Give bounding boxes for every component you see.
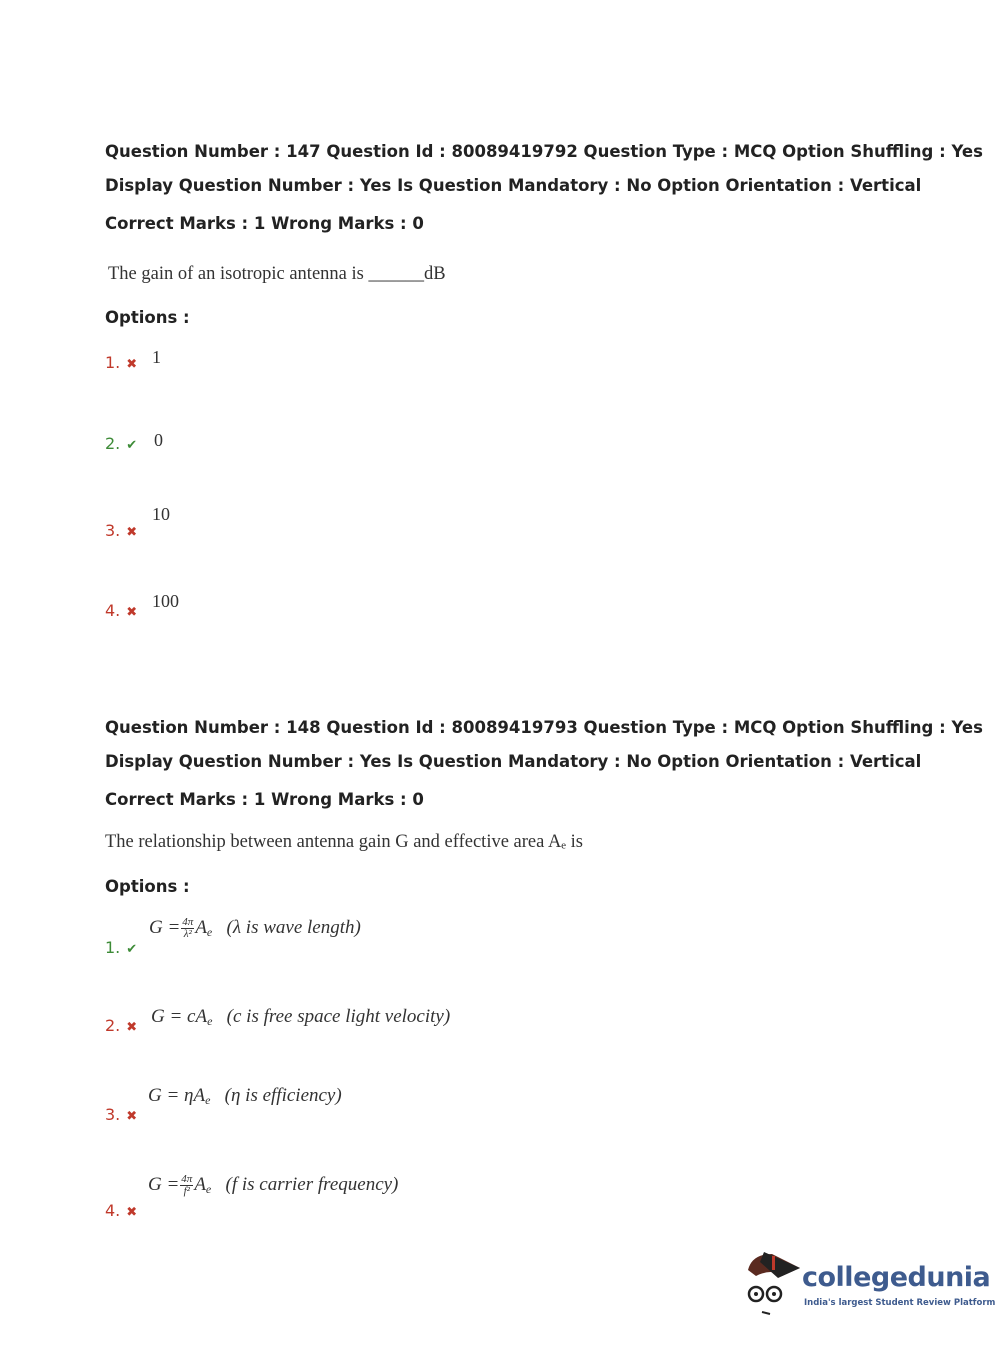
option-value: 0 xyxy=(154,430,163,450)
option-value: 1 xyxy=(152,347,161,367)
option-equation: $G = cA_e$ (c is free space light velocity) xyxy=(151,1006,451,1028)
option-value: 100 xyxy=(152,591,179,611)
option-value: 10 xyxy=(152,504,170,524)
logo-wordmark: collegedunia xyxy=(802,1262,991,1293)
wrong-icon: ✖ xyxy=(126,605,138,620)
question-marks: Correct Marks : 1 Wrong Marks : 0 xyxy=(105,790,424,809)
check-icon: ✔ xyxy=(126,438,138,453)
question-marks: Correct Marks : 1 Wrong Marks : 0 xyxy=(105,214,424,233)
option-3: 3. ✖ xyxy=(105,1105,138,1124)
question-header-line: Display Question Number : Yes Is Question Mandatory : No Option Orientation : Vertical xyxy=(105,752,922,771)
option-1: 1. ✖ xyxy=(105,353,138,372)
wrong-icon: ✖ xyxy=(126,1109,138,1124)
logo-tagline: India's largest Student Review Platform xyxy=(804,1298,996,1308)
question-header-line: Question Number : 148 Question Id : 80089419793 Question Type : MCQ Option Shuffling : Yes xyxy=(105,718,983,737)
question-header-line: Display Question Number : Yes Is Question Mandatory : No Option Orientation : Vertical xyxy=(105,176,922,195)
option-2: 2. ✖ xyxy=(105,1016,138,1035)
option-equation: G = $\frac{4\pi}{\text{f²}}$ $A_e$ (f is carrier frequency) xyxy=(148,1173,399,1198)
options-label: Options : xyxy=(105,308,190,327)
option-1: 1. ✔ xyxy=(105,938,138,957)
option-4: 4. ✖ xyxy=(105,1201,138,1220)
question-text: The gain of an isotropic antenna is ______dB xyxy=(108,264,446,284)
collegedunia-logo xyxy=(742,1248,996,1320)
question-text: The relationship between antenna gain G and effective area Aₑ is xyxy=(105,832,584,852)
mascot-icon xyxy=(742,1248,802,1318)
options-label: Options : xyxy=(105,877,190,896)
option-4: 4. ✖ xyxy=(105,601,138,620)
check-icon: ✔ xyxy=(126,942,138,957)
option-equation: G = $\frac{4\pi}{\text{λ²}}$ $A_e$ (λ is wave length) xyxy=(149,916,361,941)
option-equation: $G = \eta A_e$ (η is efficiency) xyxy=(148,1085,342,1107)
wrong-icon: ✖ xyxy=(126,525,138,540)
wrong-icon: ✖ xyxy=(126,1020,138,1035)
option-3: 3. ✖ xyxy=(105,521,138,540)
question-header-line: Question Number : 147 Question Id : 80089419792 Question Type : MCQ Option Shuffling : Yes xyxy=(105,142,983,161)
wrong-icon: ✖ xyxy=(126,1205,138,1220)
wrong-icon: ✖ xyxy=(126,357,138,372)
option-2: 2. ✔ xyxy=(105,434,138,453)
